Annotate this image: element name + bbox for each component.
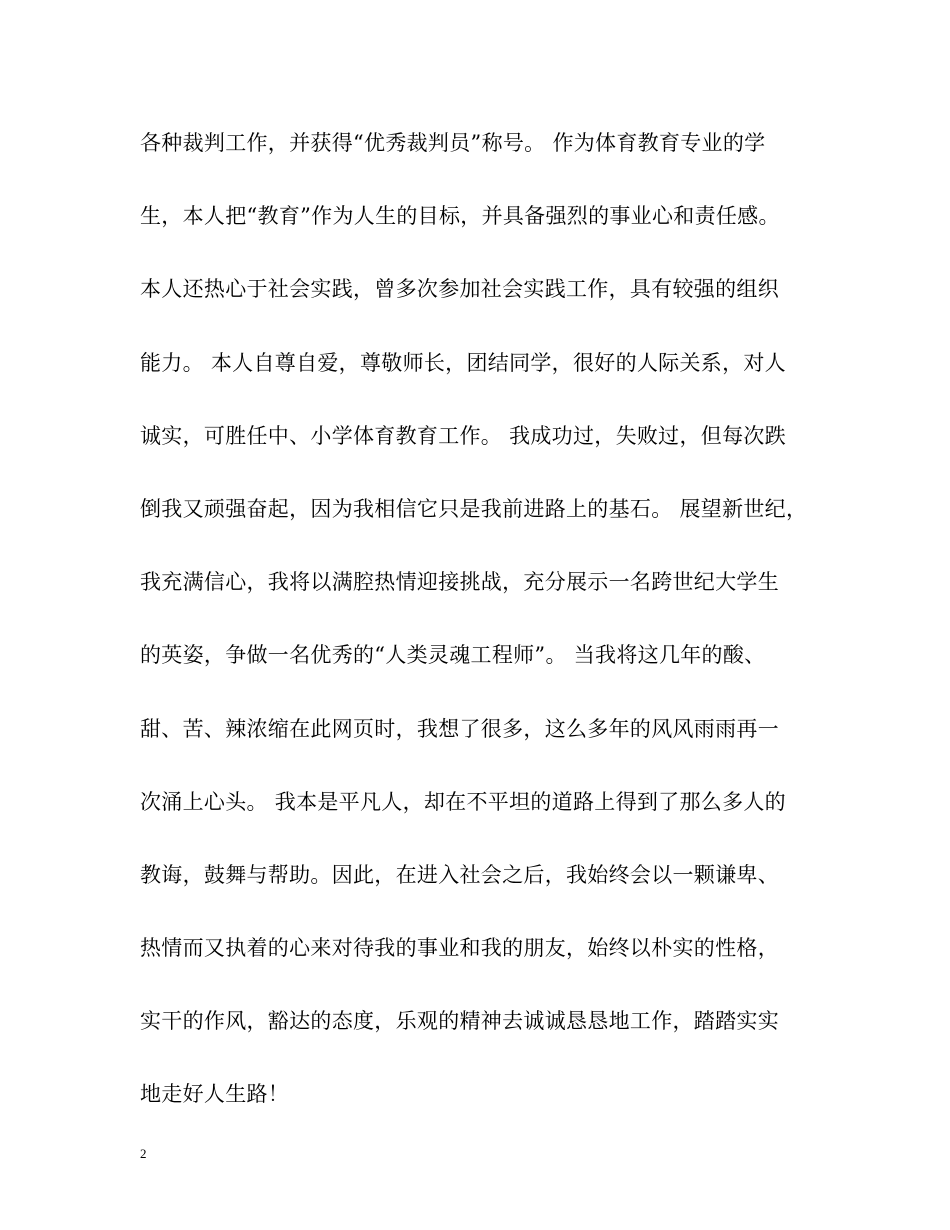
text-line: 实干的作风，豁达的态度，乐观的精神去诚诚恳恳地工作，踏踏实实 xyxy=(140,1009,779,1034)
text-line: 倒我又顽强奋起，因为我相信它只是我前进路上的基石。 展望新世纪， xyxy=(140,496,808,521)
text-line: 甜、苦、辣浓缩在此网页时，我想了很多，这么多年的风风雨雨再一 xyxy=(140,716,779,741)
text-line: 地走好人生路！ xyxy=(140,1082,290,1107)
text-line: 诚实，可胜任中、小学体育教育工作。 我成功过，失败过，但每次跌 xyxy=(140,423,786,448)
text-line: 的英姿，争做一名优秀的“人类灵魂工程师”。 当我将这几年的酸、 xyxy=(140,643,766,668)
text-line: 生，本人把“教育”作为人生的目标，并具备强烈的事业心和责任感。 xyxy=(140,204,780,229)
text-line: 本人还热心于社会实践，曾多次参加社会实践工作，具有较强的组织 xyxy=(140,277,779,302)
text-line: 能力。 本人自尊自爱，尊敬师长，团结同学，很好的人际关系，对人 xyxy=(140,350,786,375)
text-line: 各种裁判工作，并获得“优秀裁判员”称号。 作为体育教育专业的学 xyxy=(140,131,766,155)
text-line: 热情而又执着的心来对待我的事业和我的朋友，始终以朴实的性格， xyxy=(140,936,779,961)
page-number: 2 xyxy=(140,1146,147,1161)
text-line: 我充满信心，我将以满腔热情迎接挑战，充分展示一名跨世纪大学生 xyxy=(140,570,779,595)
body-text xyxy=(140,122,830,1147)
text-line: 次涌上心头。 我本是平凡人，却在不平坦的道路上得到了那么多人的 xyxy=(140,789,786,814)
text-line: 教诲，鼓舞与帮助。因此，在进入社会之后，我始终会以一颗谦卑、 xyxy=(140,862,779,887)
